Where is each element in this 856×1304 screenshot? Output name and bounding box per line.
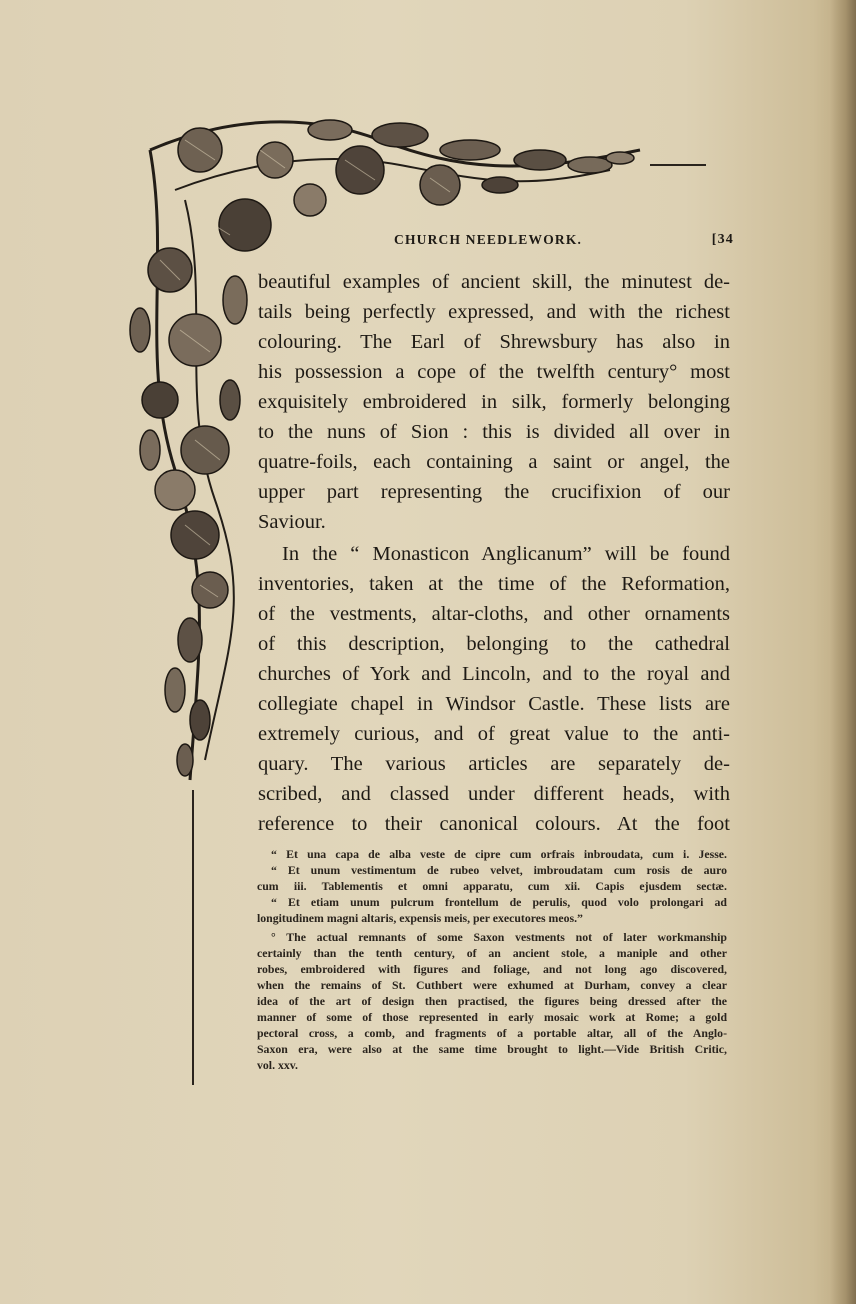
footnote-line: “ Et etiam unum pulcrum frontellum de perulis, quod volo prolongari ad [271, 895, 727, 909]
body-line: quary. The various articles are separately de- [258, 753, 730, 775]
body-line: tails being perfectly expressed, and with the richest [258, 301, 730, 323]
body-line: inventories, taken at the time of the Reformation, [258, 573, 730, 595]
footnote-line: when the remains of St. Cuthbert were exhumed at Durham, convey a clear [257, 978, 727, 992]
footnote-line: manner of some of those represented in early mosaic work at Rome; a gold [257, 1010, 727, 1024]
body-line: scribed, and classed under different heads, with [258, 783, 730, 805]
footnote-line: ° The actual remnants of some Saxon vestments not of later workmanship [271, 930, 727, 944]
body-line: colouring. The Earl of Shrewsbury has also in [258, 331, 730, 353]
body-line: collegiate chapel in Windsor Castle. These lists are [258, 693, 730, 715]
footnote-line: vol. xxv. [257, 1058, 298, 1072]
footnote-line: “ Et unum vestimentum de rubeo velvet, imbroudatam cum rosis de auro [271, 863, 727, 877]
footnote-line: certainly than the tenth century, of an ancient stole, a maniple and other [257, 946, 727, 960]
footnote-line: “ Et una capa de alba veste de cipre cum orfrais inbroudata, cum i. Jesse. [271, 847, 727, 861]
footnote-line: robes, embroidered with figures and foliage, and not long ago discovered, [257, 962, 727, 976]
body-line: reference to their canonical colours. At the foot [258, 813, 730, 835]
body-line: his possession a cope of the twelfth century° most [258, 361, 730, 383]
footnote-line: Saxon era, were also at the same time brought to light.—Vide British Critic, [257, 1042, 727, 1056]
body-line: beautiful examples of ancient skill, the minutest de- [258, 271, 730, 293]
body-line: of the vestments, altar-cloths, and other ornaments [258, 603, 730, 625]
running-head: CHURCH NEEDLEWORK. [394, 232, 583, 247]
body-line: extremely curious, and of great value to the anti- [258, 723, 730, 745]
body-line: Saviour. [258, 511, 326, 533]
footnote-line: longitudinem magni altaris, expensis meis, per executores meos.” [257, 911, 583, 925]
page-header [394, 232, 734, 254]
body-line: exquisitely embroidered in silk, formerly belonging [258, 391, 730, 413]
body-line: churches of York and Lincoln, and to the royal and [258, 663, 730, 685]
body-line: upper part representing the crucifixion of our [258, 481, 730, 503]
footnote-line: cum iii. Tablementis et omni apparatu, cum xii. Capis ejusdem sectæ. [257, 879, 727, 893]
body-line: of this description, belonging to the cathedral [258, 633, 730, 655]
body-line-indent: In the “ Monasticon Anglicanum” will be found [282, 543, 730, 565]
footnote-line: pectoral cross, a comb, and fragments of a portable altar, all of the Anglo- [257, 1026, 727, 1040]
body-line: quatre-foils, each containing a saint or angel, the [258, 451, 730, 473]
body-line: to the nuns of Sion : this is divided all over in [258, 421, 730, 443]
footnote-line: idea of the art of design then practised, the figures being dressed after the [257, 994, 727, 1008]
page-number: [34 [711, 232, 734, 247]
